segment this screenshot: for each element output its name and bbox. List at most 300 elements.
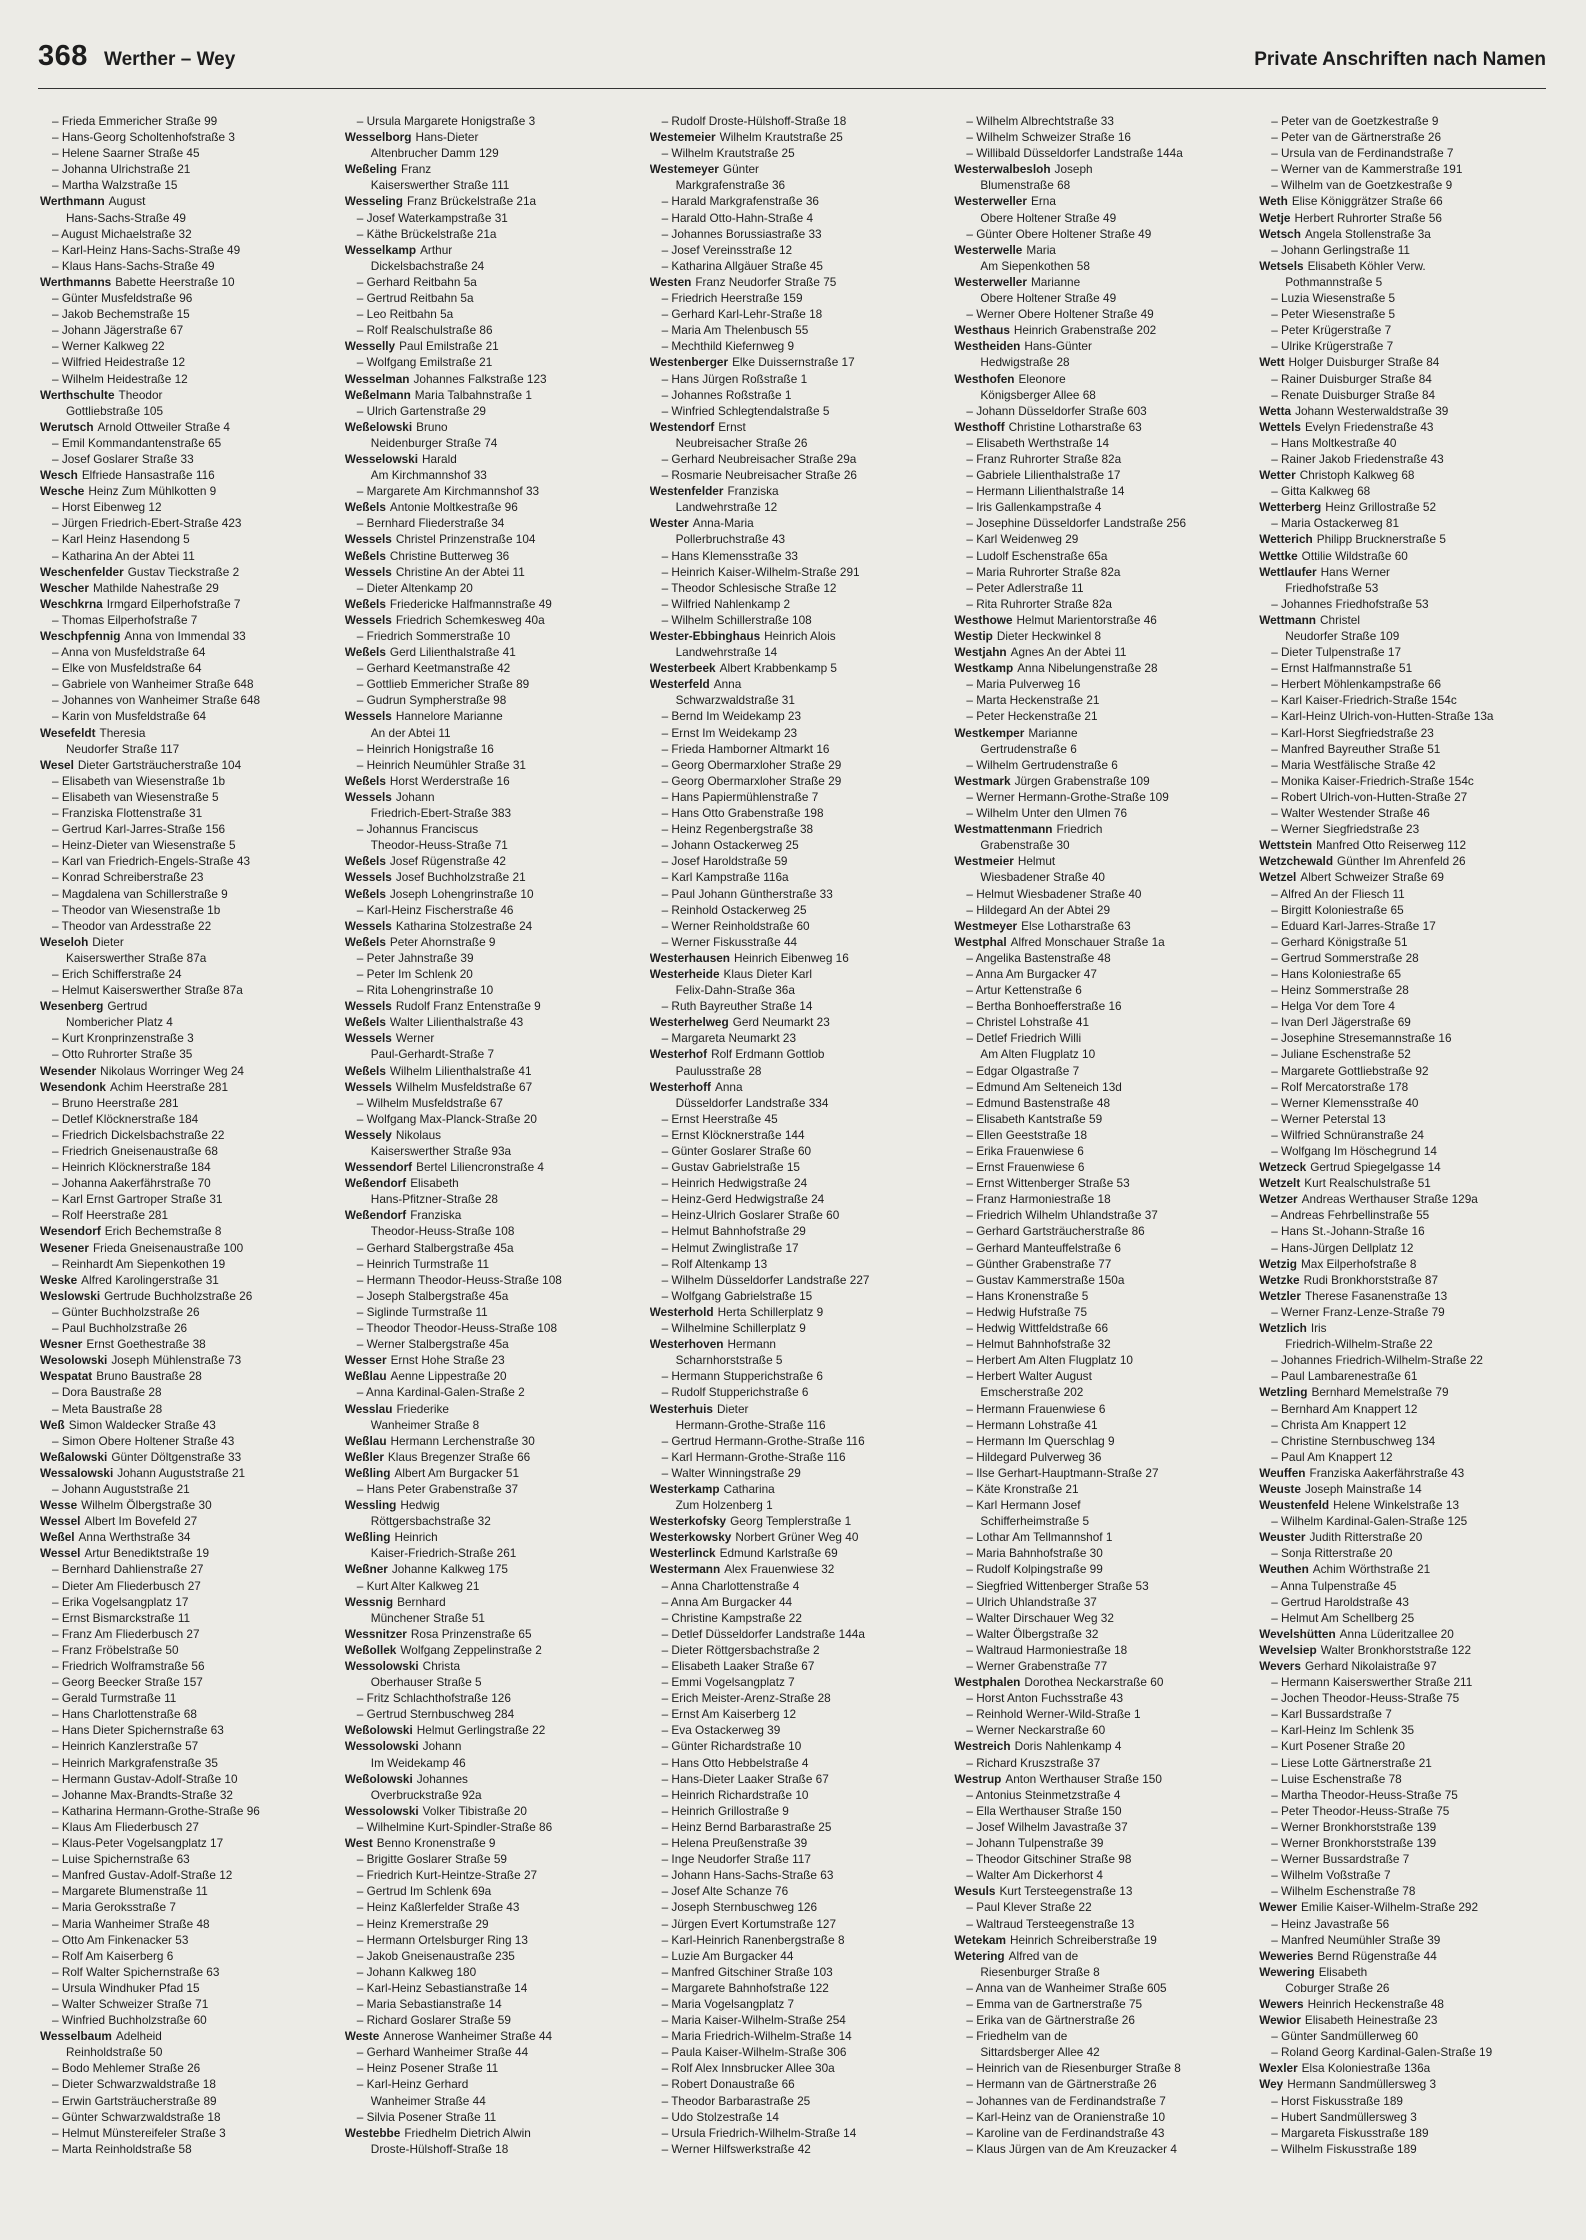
surname: Westermann — [649, 1562, 721, 1577]
entry-text: – Theodor Gitschiner Straße 98 — [966, 1852, 1132, 1867]
entry-head — [1259, 1996, 1550, 2012]
entry-line — [954, 2012, 1245, 2028]
entry-continuation — [954, 1513, 1245, 1529]
entry-continuation — [650, 435, 941, 451]
entry-text: Nikolaus — [395, 1127, 442, 1142]
entry-line — [650, 387, 941, 403]
entry-line — [40, 886, 331, 902]
entry-text: – Franz Harmoniestraße 18 — [966, 1192, 1111, 1207]
entry-continuation — [40, 403, 331, 419]
entry-text: – Klaus Jürgen van de Am Kreuzacker 4 — [966, 2141, 1177, 2156]
surname: Werthmanns — [40, 274, 112, 289]
directory-columns — [40, 113, 1550, 2218]
entry-text: – Werner Kalkweg 22 — [52, 339, 165, 354]
entry-line — [650, 1771, 941, 1787]
entry-head — [345, 371, 636, 387]
entry-line — [345, 902, 636, 918]
entry-line — [345, 950, 636, 966]
entry-text: Antonie Moltkestraße 96 — [389, 500, 518, 515]
entry-line — [345, 1932, 636, 1948]
entry-line — [650, 918, 941, 934]
surname: Wey — [1259, 2077, 1284, 2092]
entry-text: Holger Duisburger Straße 84 — [1288, 355, 1440, 370]
entry-text: Catharina — [723, 1481, 775, 1496]
entry-head — [40, 2028, 331, 2044]
surname: Wesel — [40, 757, 74, 772]
entry-text: – Heinrich Hedwigstraße 24 — [661, 1176, 808, 1191]
entry-text: – Horst Anton Fuchsstraße 43 — [966, 1691, 1124, 1706]
surname: Weßlau — [344, 1433, 387, 1448]
entry-line — [1259, 387, 1550, 403]
entry-text: – Ernst Bismarckstraße 11 — [52, 1610, 191, 1625]
entry-text: Kaiserswerther Straße 111 — [370, 178, 510, 193]
entry-line — [1259, 1916, 1550, 1932]
entry-line — [345, 1964, 636, 1980]
entry-text: Bruno — [416, 419, 448, 434]
entry-text: Johann — [422, 1739, 462, 1754]
surname: Westphalen — [954, 1675, 1021, 1690]
entry-line — [954, 1079, 1245, 1095]
entry-line — [954, 789, 1245, 805]
entry-text: – Ilse Gerhart-Hauptmann-Straße 27 — [966, 1465, 1159, 1480]
entry-text: – Georg Obermarxloher Straße 29 — [661, 773, 842, 788]
entry-line — [650, 1964, 941, 1980]
entry-line — [40, 1835, 331, 1851]
surname: Weßelowski — [344, 419, 413, 434]
entry-text: – Rudolf Kolpingstraße 99 — [966, 1562, 1103, 1577]
entry-line — [1259, 1674, 1550, 1690]
entry-text: – Günter Musfeldstraße 96 — [52, 291, 193, 306]
entry-line — [1259, 805, 1550, 821]
entry-text: – Hermann Gustav-Adolf-Straße 10 — [52, 1771, 238, 1786]
entry-text: Friedrich-Wilhelm-Straße 22 — [1285, 1337, 1433, 1352]
entry-text: – Ernst Heerstraße 45 — [661, 1111, 778, 1126]
entry-text: Obere Holtener Straße 49 — [980, 210, 1117, 225]
entry-line — [650, 1610, 941, 1626]
surname: Wett — [1259, 355, 1285, 370]
entry-text: – Waltraud Harmoniestraße 18 — [966, 1642, 1128, 1657]
entry-text: – Manfred Gustav-Adolf-Straße 12 — [52, 1868, 233, 1883]
entry-text: – Johannes van de Ferdinandstraße 7 — [966, 2093, 1166, 2108]
entry-line — [1259, 821, 1550, 837]
entry-head — [345, 1561, 636, 1577]
entry-text: – Reinhold Werner-Wild-Straße 1 — [966, 1707, 1141, 1722]
entry-head — [1259, 1159, 1550, 1175]
entry-text: Achim Wörthstraße 21 — [1312, 1562, 1431, 1577]
entry-text: – Gerhard Gartsträucherstraße 86 — [966, 1224, 1145, 1239]
entry-text: – Peter van de Gärtnerstraße 26 — [1271, 130, 1442, 145]
entry-text: – Manfred Neumühler Straße 39 — [1271, 1932, 1441, 1947]
entry-text: – Hans Otto Hebbelstraße 4 — [661, 1755, 809, 1770]
entry-head — [650, 1401, 941, 1417]
entry-text: – Josef Haroldstraße 59 — [661, 854, 788, 869]
surname: Wewers — [1259, 1996, 1304, 2011]
entry-head — [345, 1401, 636, 1417]
entry-text: Emscherstraße 202 — [980, 1385, 1084, 1400]
entry-line — [345, 1240, 636, 1256]
entry-text: Klaus Bregenzer Straße 66 — [387, 1449, 531, 1464]
entry-line — [650, 338, 941, 354]
entry-text: Kurt Tersteegenstraße 13 — [999, 1884, 1133, 1899]
entry-text: – Manfred Bayreuther Straße 51 — [1271, 741, 1441, 756]
entry-head — [40, 1079, 331, 1095]
entry-text: Friedrich Schemkesweg 40a — [395, 612, 545, 627]
entry-text: – Maria Am Thelenbusch 55 — [661, 323, 809, 338]
entry-line — [1259, 998, 1550, 1014]
entry-line — [650, 1835, 941, 1851]
entry-line — [345, 2076, 636, 2092]
surname: Weßels — [344, 548, 386, 563]
entry-text: – Johann Auguststraße 21 — [52, 1481, 190, 1496]
entry-text: – Sonja Ritterstraße 20 — [1271, 1546, 1393, 1561]
entry-head — [345, 419, 636, 435]
entry-head — [345, 1368, 636, 1384]
entry-line — [650, 113, 941, 129]
surname: Westhofen — [954, 371, 1015, 386]
entry-line — [954, 1063, 1245, 1079]
entry-text: Helmut — [1017, 854, 1056, 869]
entry-line — [954, 1127, 1245, 1143]
entry-text: – Karl Hermann-Grothe-Straße 116 — [661, 1449, 846, 1464]
entry-text: Marianne — [1028, 725, 1078, 740]
entry-text: – Margarete Am Kirchmannshof 33 — [356, 484, 540, 499]
entry-head — [345, 644, 636, 660]
entry-text: – Erich Schifferstraße 24 — [52, 966, 182, 981]
entry-line — [40, 1803, 331, 1819]
entry-line — [650, 1578, 941, 1594]
entry-text: – Heinrich Kanzlerstraße 57 — [52, 1739, 199, 1754]
entry-line — [40, 1561, 331, 1577]
entry-text: Babette Heerstraße 10 — [115, 274, 235, 289]
surname: Wesenberg — [40, 999, 104, 1014]
surname: Weustenfeld — [1259, 1498, 1330, 1513]
entry-text: Norbert Grüner Weg 40 — [735, 1530, 859, 1545]
entry-line — [650, 1916, 941, 1932]
entry-line — [954, 1658, 1245, 1674]
entry-text: – Joseph Sternbuschweg 126 — [661, 1900, 818, 1915]
entry-line — [650, 193, 941, 209]
entry-text: – Hermann Lilienthalstraße 14 — [966, 484, 1125, 499]
entry-head — [345, 387, 636, 403]
entry-text: – Paul Buchholzstraße 26 — [52, 1321, 188, 1336]
entry-continuation — [954, 258, 1245, 274]
entry-head — [954, 274, 1245, 290]
entry-head — [1259, 1948, 1550, 1964]
entry-text: – Karl-Heinz van de Oranienstraße 10 — [966, 2109, 1166, 2124]
entry-text: – Jakob Bechemstraße 15 — [52, 307, 190, 322]
entry-text: – Siegfried Wittenberger Straße 53 — [966, 1578, 1149, 1593]
entry-text: Johann — [395, 789, 435, 804]
entry-text: Heinrich Grabenstraße 202 — [1013, 323, 1157, 338]
entry-text: – Jürgen Friedrich-Ebert-Straße 423 — [52, 516, 242, 531]
entry-text: Walter Bronkhorststraße 122 — [1320, 1642, 1472, 1657]
entry-text: – Werner Stalbergstraße 45a — [356, 1337, 509, 1352]
entry-head — [1259, 564, 1550, 580]
entry-text: Coburger Straße 26 — [1285, 1980, 1390, 1995]
entry-text: Am Kirchmannshof 33 — [370, 468, 487, 483]
entry-text: – Günther Grabenstraße 77 — [966, 1256, 1112, 1271]
entry-text: – Wilfried Schnüranstraße 24 — [1271, 1127, 1424, 1142]
entry-continuation — [40, 950, 331, 966]
entry-line — [650, 612, 941, 628]
entry-head — [345, 531, 636, 547]
entry-text: Dieter Gartsträucherstraße 104 — [77, 757, 242, 772]
entry-head — [650, 1014, 941, 1030]
entry-line — [650, 2125, 941, 2141]
surname: Weßendorf — [344, 1208, 407, 1223]
entry-text: – Friedhelm van de — [966, 2029, 1068, 2044]
surname: Wespatat — [40, 1369, 93, 1384]
entry-text: – Anna Tulpenstraße 45 — [1271, 1578, 1397, 1593]
entry-line — [345, 354, 636, 370]
entry-text: – Ulrike Krügerstraße 7 — [1271, 339, 1394, 354]
entry-text: – Johann Ostackerweg 25 — [661, 838, 799, 853]
entry-text: Wiesbadener Straße 40 — [980, 870, 1105, 885]
entry-line — [954, 902, 1245, 918]
entry-text: – Richard Goslarer Straße 59 — [356, 2013, 511, 2028]
surname: Westerwelle — [954, 242, 1023, 257]
entry-text: – Gertrud Reitbahn 5a — [356, 291, 474, 306]
surname: Wewering — [1259, 1964, 1315, 1979]
surname: Wesendorf — [40, 1224, 101, 1239]
entry-text: – Wolfgang Emilstraße 21 — [356, 355, 493, 370]
entry-text: – Waltraud Tersteegenstraße 13 — [966, 1916, 1135, 1931]
entry-continuation — [650, 692, 941, 708]
surname: Westmark — [954, 773, 1011, 788]
entry-continuation — [345, 145, 636, 161]
entry-text: – Frieda Hamborner Altmarkt 16 — [661, 741, 830, 756]
entry-text: – Hans Dieter Spichernstraße 63 — [52, 1723, 224, 1738]
entry-continuation — [345, 2093, 636, 2109]
entry-line — [954, 1497, 1245, 1513]
entry-text: – Liese Lotte Gärtnerstraße 21 — [1271, 1755, 1432, 1770]
entry-line — [1259, 1127, 1550, 1143]
entry-line — [345, 483, 636, 499]
entry-line — [1259, 1738, 1550, 1754]
entry-head — [650, 1079, 941, 1095]
column-3 — [650, 113, 941, 2218]
entry-text: – Werner Bronkhorststraße 139 — [1271, 1836, 1437, 1851]
entry-line — [1259, 306, 1550, 322]
surname: Wesch — [40, 468, 78, 483]
entry-head — [345, 1063, 636, 1079]
entry-text: Nikolaus Worringer Weg 24 — [100, 1063, 244, 1078]
entry-text: – Dieter Tulpenstraße 17 — [1271, 645, 1402, 660]
surname: Wetje — [1259, 210, 1291, 225]
entry-line — [954, 1191, 1245, 1207]
entry-continuation — [40, 741, 331, 757]
surname: Westerkowsky — [649, 1530, 732, 1545]
entry-text: – Wilfried Nahlenkamp 2 — [661, 596, 791, 611]
entry-line — [954, 1465, 1245, 1481]
entry-text: – Wilhelm Heidestraße 12 — [52, 371, 188, 386]
entry-text: Gerhard Nikolaistraße 97 — [1304, 1659, 1437, 1673]
entry-line — [1259, 1143, 1550, 1159]
entry-text: Schwarzwaldstraße 31 — [675, 693, 795, 708]
entry-line — [345, 1690, 636, 1706]
entry-line — [650, 1159, 941, 1175]
entry-text: – Wolfgang Gabrielstraße 15 — [661, 1288, 813, 1303]
entry-text: – Günter Goslarer Straße 60 — [661, 1144, 812, 1158]
entry-text: Achim Heerstraße 281 — [110, 1079, 229, 1094]
entry-text: – Ernst Frauenwiese 6 — [966, 1160, 1085, 1175]
entry-text: Franziska — [727, 484, 779, 499]
surname: Wetzchewald — [1259, 854, 1334, 869]
entry-line — [650, 1867, 941, 1883]
entry-line — [650, 467, 941, 483]
entry-line — [40, 1642, 331, 1658]
entry-line — [650, 773, 941, 789]
entry-text: Edmund Karlstraße 69 — [719, 1546, 838, 1561]
entry-continuation — [650, 499, 941, 515]
entry-line — [1259, 660, 1550, 676]
entry-text: – Eduard Karl-Jarres-Straße 17 — [1271, 918, 1436, 933]
entry-text: – Erika Vogelsangplatz 17 — [52, 1594, 189, 1609]
entry-head — [345, 129, 636, 145]
entry-head — [345, 918, 636, 934]
entry-line — [650, 1143, 941, 1159]
entry-line — [650, 1384, 941, 1400]
entry-text: Anna — [715, 1079, 743, 1094]
entry-text: – Heinrich Turmstraße 11 — [356, 1256, 490, 1271]
entry-text: – Christine Sternbuschweg 134 — [1271, 1433, 1436, 1448]
surname: Weßollek — [344, 1642, 397, 1657]
entry-line — [650, 2109, 941, 2125]
entry-head — [1259, 1964, 1550, 1980]
entry-line — [650, 403, 941, 419]
surname: Wessolowski — [344, 1739, 419, 1754]
entry-continuation — [954, 741, 1245, 757]
entry-text: Hans-Sachs-Straße 49 — [66, 210, 186, 225]
entry-line — [650, 902, 941, 918]
entry-text: – Josef Vereinsstraße 12 — [661, 242, 793, 257]
surname: Wesselly — [344, 339, 396, 354]
entry-text: – Bernhard Fliederstraße 34 — [356, 516, 505, 531]
entry-line — [1259, 1690, 1550, 1706]
entry-line — [954, 435, 1245, 451]
entry-continuation — [650, 982, 941, 998]
entry-line — [650, 548, 941, 564]
entry-text: – Helmut Münstereifeler Straße 3 — [52, 2125, 226, 2140]
surname: Weßels — [344, 854, 386, 869]
entry-line — [40, 515, 331, 531]
surname: Westemeier — [649, 130, 716, 145]
entry-text: – Hermann van de Gärtnerstraße 26 — [966, 2077, 1157, 2092]
entry-line — [650, 1111, 941, 1127]
entry-continuation — [650, 177, 941, 193]
entry-head — [345, 789, 636, 805]
surname: Wessling — [344, 1498, 397, 1513]
entry-text: Hannelore Marianne — [395, 709, 503, 724]
column-1 — [40, 113, 331, 2218]
entry-text: Dieter — [92, 934, 124, 949]
entry-text: – Artur Kettenstraße 6 — [966, 983, 1082, 998]
entry-line — [40, 837, 331, 853]
entry-continuation — [954, 837, 1245, 853]
entry-continuation — [345, 1046, 636, 1062]
entry-text: Altenbrucher Damm 129 — [370, 146, 499, 161]
entry-head — [954, 934, 1245, 950]
entry-text: Blumenstraße 68 — [980, 178, 1071, 193]
entry-text: Christine Lotharstraße 63 — [1008, 419, 1142, 434]
entry-line — [954, 998, 1245, 1014]
surname: Weßlau — [344, 1369, 387, 1384]
surname: Wessels — [344, 612, 392, 627]
entry-text: – Gustav Kammerstraße 150a — [966, 1272, 1125, 1287]
entry-line — [650, 290, 941, 306]
entry-text: Elisabeth — [410, 1176, 459, 1191]
entry-head — [40, 387, 331, 403]
entry-text: – Josephine Düsseldorfer Landstraße 256 — [966, 516, 1187, 531]
surname: Wesselkamp — [344, 242, 417, 257]
entry-text: – Johanna Ulrichstraße 21 — [52, 162, 191, 177]
entry-text: – Maria Vogelsangplatz 7 — [661, 1996, 795, 2011]
entry-text: – Luzie Am Burgacker 44 — [661, 1948, 794, 1963]
entry-text: – Gertrud Haroldstraße 43 — [1271, 1594, 1409, 1609]
entry-line — [650, 1256, 941, 1272]
entry-text: Friedrich — [1056, 822, 1103, 837]
entry-text: Gertrud Spiegelgasse 14 — [1310, 1160, 1441, 1175]
entry-text: Johannes — [416, 1771, 468, 1786]
entry-line — [345, 628, 636, 644]
entry-line — [954, 1030, 1245, 1046]
entry-text: – Wilhelm Fiskusstraße 189 — [1271, 2141, 1417, 2156]
surname: Westebbe — [344, 2125, 401, 2140]
entry-line — [954, 1578, 1245, 1594]
entry-text: – Wilhelm Albrechtstraße 33 — [966, 114, 1114, 128]
entry-line — [954, 515, 1245, 531]
entry-line — [1259, 1095, 1550, 1111]
entry-line — [954, 1594, 1245, 1610]
entry-text: Heinrich Schreiberstraße 19 — [1009, 1932, 1157, 1947]
surname: Wesse — [40, 1498, 78, 1513]
entry-line — [954, 2141, 1245, 2157]
surname: Wessolowski — [344, 1659, 419, 1673]
entry-line — [1259, 1706, 1550, 1722]
entry-text: – Georg Obermarxloher Straße 29 — [661, 757, 842, 772]
entry-line — [954, 1545, 1245, 1561]
entry-line — [1259, 515, 1550, 531]
entry-head — [345, 612, 636, 628]
entry-line — [40, 1626, 331, 1642]
entry-line — [954, 2125, 1245, 2141]
entry-text: – Wilhelm Eschenstraße 78 — [1271, 1884, 1416, 1899]
entry-text: Elfriede Hansastraße 116 — [81, 468, 215, 483]
surname: Wesner — [40, 1337, 83, 1352]
entry-line — [954, 1449, 1245, 1465]
entry-line — [954, 1916, 1245, 1932]
entry-head — [40, 580, 331, 596]
entry-text: – Walter Westender Straße 46 — [1271, 806, 1430, 821]
surname: Wevelsiep — [1259, 1642, 1317, 1657]
entry-head — [345, 869, 636, 885]
entry-text: Paul Emilstraße 21 — [399, 339, 499, 354]
entry-text: – Herbert Möhlenkampstraße 66 — [1271, 677, 1442, 692]
entry-line — [954, 2093, 1245, 2109]
entry-text: Joseph Lohengrinstraße 10 — [389, 886, 534, 901]
entry-head — [954, 322, 1245, 338]
entry-text: – Jakob Gneisenaustraße 235 — [356, 1948, 515, 1963]
entry-line — [1259, 886, 1550, 902]
entry-text: Am Alten Flugplatz 10 — [980, 1047, 1096, 1062]
entry-text: – Günter Schwarzwaldstraße 18 — [52, 2109, 221, 2124]
entry-line — [650, 1642, 941, 1658]
entry-text: – Johann Hans-Sachs-Straße 63 — [661, 1868, 834, 1883]
entry-head — [345, 853, 636, 869]
entry-head — [40, 1063, 331, 1079]
entry-head — [954, 918, 1245, 934]
entry-text: – Peter Jahnstraße 39 — [356, 950, 474, 965]
